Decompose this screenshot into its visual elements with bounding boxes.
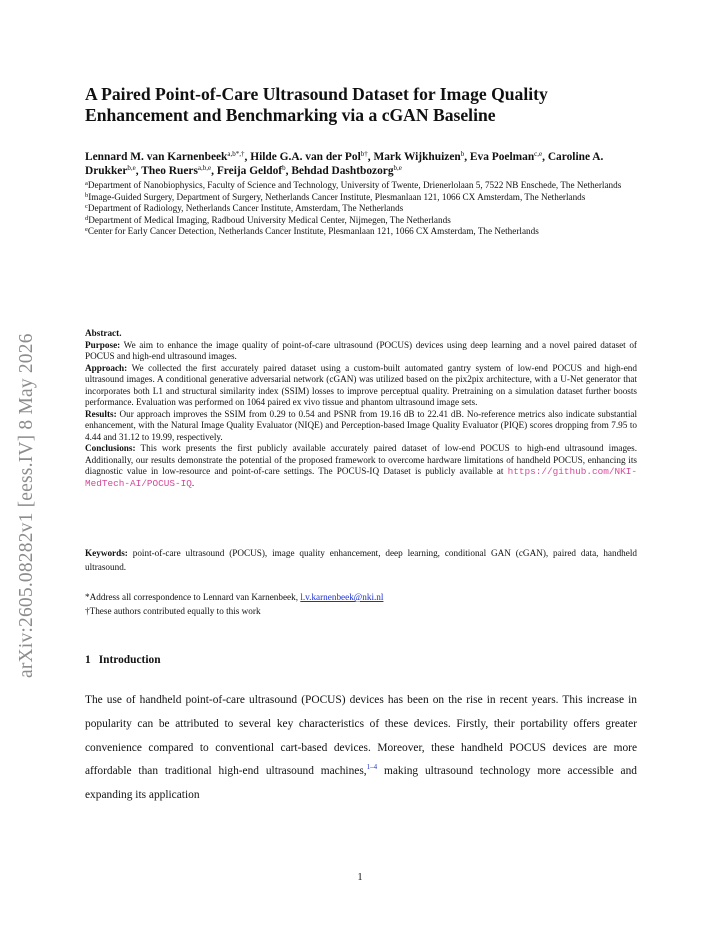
author: Theo Ruers$^{a,b,e}$ bbox=[141, 164, 212, 177]
affiliation-list bbox=[85, 180, 637, 238]
section-heading: 1 Introduction bbox=[85, 654, 161, 666]
affiliation: $^e$Center for Early Cancer Detection, Netherlands Cancer Institute, Plesmanlaan 121, 1066 CX Amsterdam, The Netherlands bbox=[85, 226, 539, 236]
author: Lennard M. van Karnenbeek$^{a,b*,\dagger}$ bbox=[85, 150, 245, 163]
keywords: Keywords: point-of-care ultrasound (POCUS), image quality enhancement, deep learning, conditional GAN (cGAN), paired data, handheld ultrasound. bbox=[85, 548, 637, 572]
author: Hilde G.A. van der Pol$^{b\dagger}$ bbox=[250, 150, 368, 163]
affiliation: $^b$Image-Guided Surgery, Department of Surgery, Netherlands Cancer Institute, Plesmanlaan 121, 1066 CX Amsterdam, The Netherlands bbox=[85, 191, 586, 202]
arxiv-stamp: arXiv:2605.08282v1 [eess.IV] 8 May 2026 bbox=[16, 333, 37, 678]
affiliation: $^a$Department of Nanobiophysics, Faculty of Science and Technology, University of Twente, Drienerlolaan 5, 7522 NB Enschede, The Netherlands bbox=[85, 180, 622, 190]
abstract-heading: Abstract. bbox=[85, 328, 122, 338]
abstract bbox=[85, 328, 637, 489]
citation-link[interactable]: 1–4 bbox=[366, 763, 378, 772]
intro-paragraph: The use of handheld point-of-care ultrasound (POCUS) devices has been on the rise in recent years. This increase in popularity can be attributed to several key characteristics of these devices. Firstly, their portability offers greater convenience compared to conventional cart-based devices. Moreover, these handheld POCUS devices are more affordable than traditional high-end ultrasound machines,$^{1-4}$ making ultrasound technology more accessible and expanding its application bbox=[85, 694, 637, 802]
author-list: Lennard M. van Karnenbeek$^{a,b*,\dagger}$, Hilde G.A. van der Pol$^{b\dagger}$, Mark Wijkhuizen$^b$, Eva Poelman$^{c,e}$, Caroline A. Drukker$^{b,e}$, Theo Ruers$^{a,b,e}$, Freija Geldof$^b$, Behdad Dashtbozorg$^{b,e}$ bbox=[85, 150, 604, 177]
paper-title: A Paired Point-of-Care Ultrasound Dataset for Image Quality Enhancement and Benchmarking via a cGAN Baseline bbox=[85, 84, 548, 125]
equal-contribution-note: †These authors contributed equally to this work bbox=[85, 606, 261, 616]
abstract-results: Results: Our approach improves the SSIM from 0.29 to 0.54 and PSNR from 19.16 dB to 22.41 dB. No-reference metrics also indicate substantial enhancement, with the Natural Image Quality Evaluator (NIQE) and Perception-based Image Quality Evaluator (PIQE) scores dropping from 7.95 to 4.44 and 31.12 to 19.99, respectively. bbox=[85, 408, 637, 442]
affiliation: $^c$Department of Radiology, Netherlands Cancer Institute, Amsterdam, The Netherlands bbox=[85, 203, 404, 213]
abstract-approach: Approach: We collected the first accurately paired dataset using a custom-built automated gantry system of low-end POCUS and high-end ultrasound images. A conditional generative adversarial network (cGAN) was utilized based on the pix2pix architecture, with a U-Net generator that incorporates both L1 and structural similarity index (SSIM) losses to improve perceptual quality. Pretraining on a simulation dataset further boosts performance. Evaluation was performed on 1064 paired ex vivo tissue and phantom ultrasound image sets. bbox=[85, 362, 637, 407]
author: Behdad Dashtbozorg$^{b,e}$ bbox=[291, 164, 402, 177]
dataset-url[interactable]: https://github.com/NKI-MedTech-AI/POCUS-IQ bbox=[85, 466, 637, 489]
author: Caroline A. Drukker$^{b,e}$ bbox=[85, 151, 604, 177]
affiliation: $^d$Department of Medical Imaging, Radboud University Medical Center, Nijmegen, The Netherlands bbox=[85, 214, 451, 225]
correspondence-address: *Address all correspondence to Lennard van Karnenbeek, l.v.karnenbeek@nki.nl bbox=[85, 592, 384, 602]
page-number: 1 bbox=[357, 872, 363, 883]
correspondence-email-link[interactable]: l.v.karnenbeek@nki.nl bbox=[300, 592, 384, 602]
author: Mark Wijkhuizen$^b$ bbox=[373, 150, 465, 163]
abstract-purpose: Purpose: We aim to enhance the image quality of point-of-care ultrasound (POCUS) devices using deep learning and a novel paired dataset of POCUS and high-end ultrasound images. bbox=[85, 339, 637, 361]
author: Eva Poelman$^{c,e}$ bbox=[469, 150, 543, 163]
correspondence-notes bbox=[85, 590, 637, 618]
author: Freija Geldof$^b$ bbox=[216, 164, 286, 177]
abstract-conclusions: Conclusions: This work presents the first publicly available accurately paired dataset of low-end POCUS to high-end ultrasound images. Additionally, our results demonstrate the potential of the proposed framework to overcome hardware limitations of handheld POCUS, enhancing its diagnostic value in low-resource and point-of-care settings. The POCUS-IQ Dataset is publicly available at https://github.com/NKI-MedTech-AI/POCUS-IQ. bbox=[85, 443, 638, 489]
